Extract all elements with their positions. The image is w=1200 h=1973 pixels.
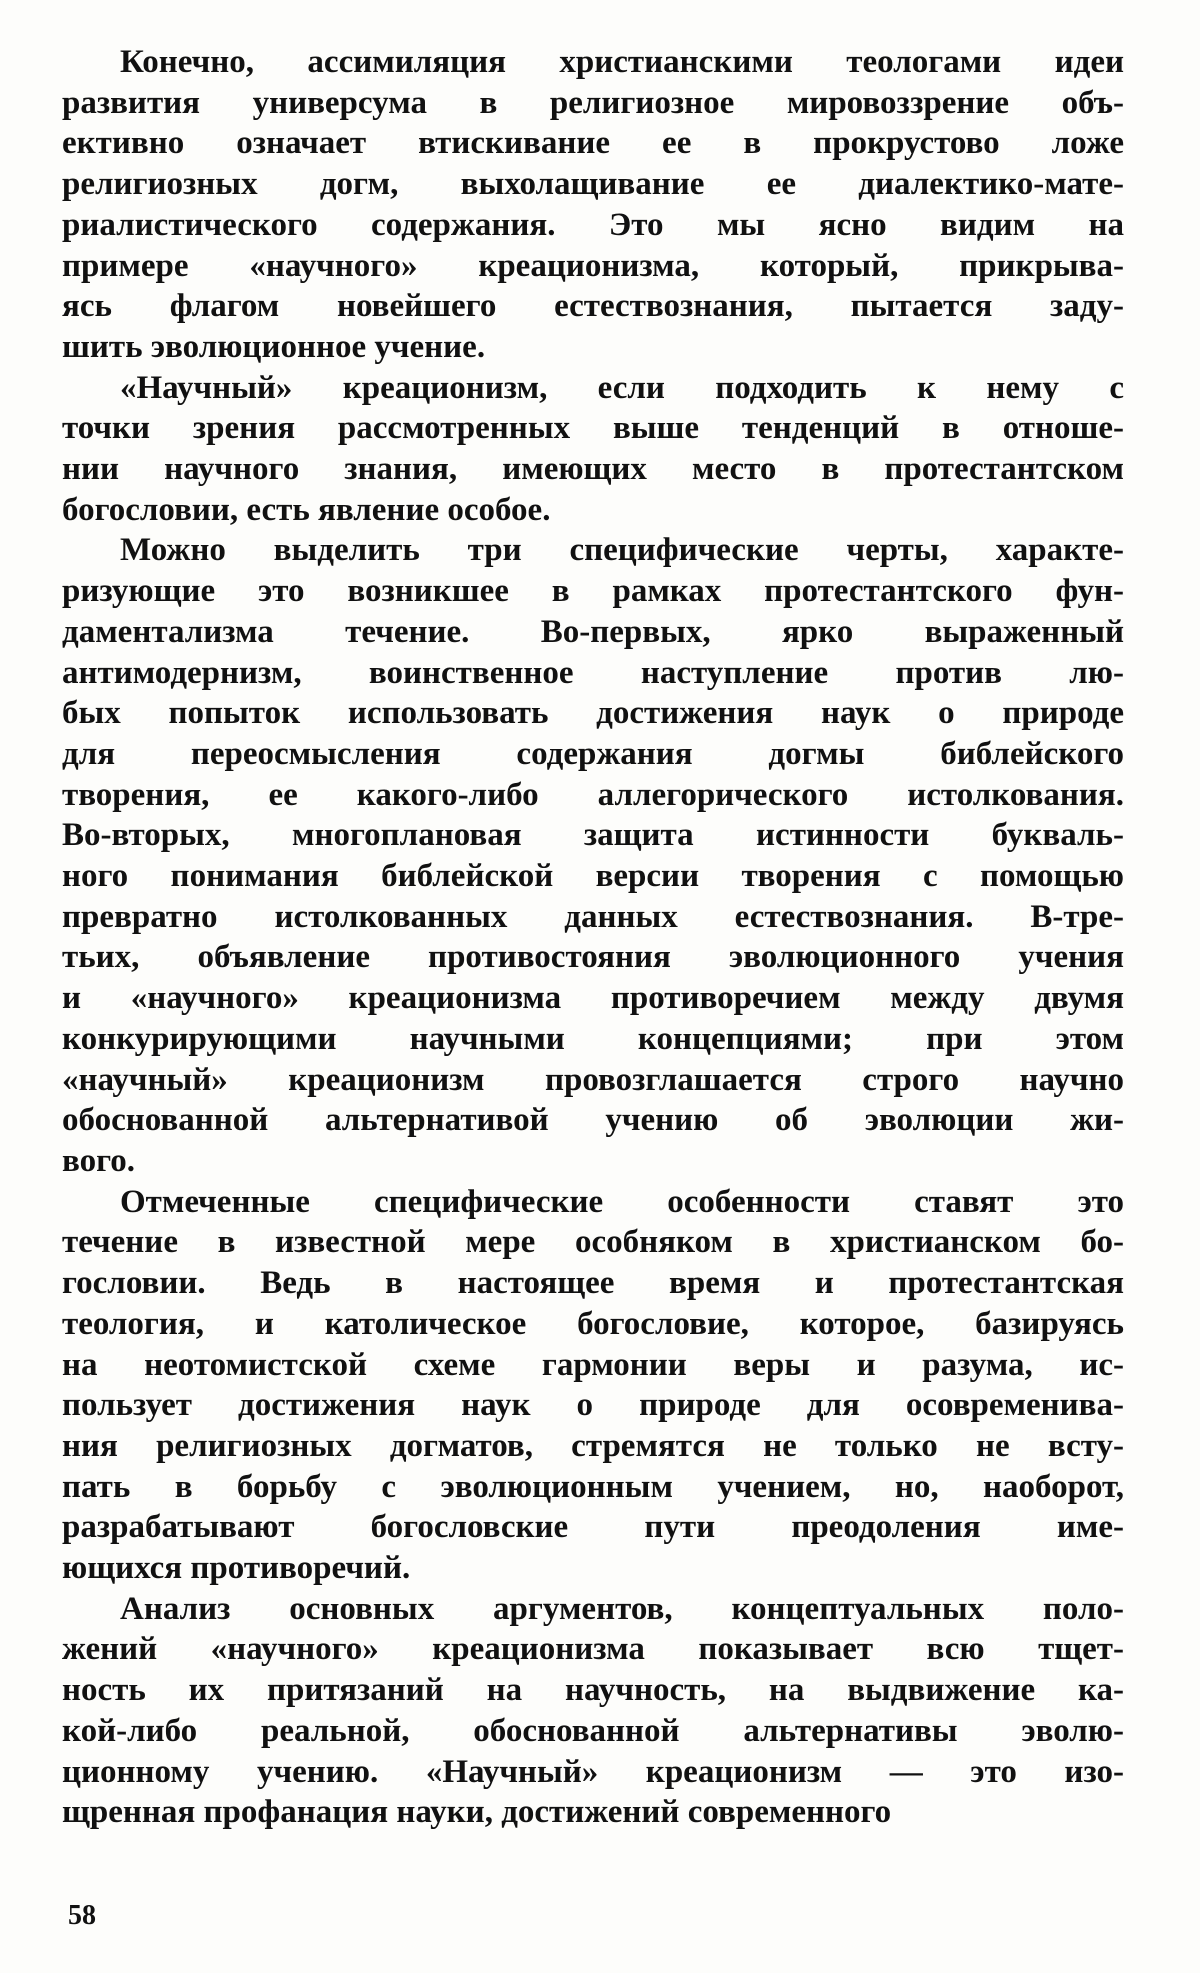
text-line: «Научный» креационизм, если подходить к нему с bbox=[120, 369, 1124, 406]
text-line: ясь флагом новейшего естествознания, пытается заду- bbox=[62, 288, 1124, 325]
paragraph bbox=[62, 1589, 1124, 1833]
text-line: шить эволюционное учение. bbox=[62, 328, 486, 365]
text-line: примере «научного» креационизма, который, прикрыва- bbox=[62, 247, 1124, 284]
paragraph bbox=[62, 1182, 1124, 1589]
text-line: пать в борьбу с эволюционным учением, но, наоборот, bbox=[62, 1468, 1124, 1505]
text-line: антимодернизм, воинственное наступление против лю- bbox=[62, 654, 1124, 691]
text-line: обоснованной альтернативой учению об эволюции жи- bbox=[62, 1102, 1124, 1139]
text-line: Можно выделить три специфические черты, характе- bbox=[120, 532, 1124, 569]
text-line: точки зрения рассмотренных выше тенденций в отноше- bbox=[62, 410, 1124, 447]
text-line: Анализ основных аргументов, концептуальных поло- bbox=[120, 1590, 1124, 1627]
text-line: ционному учению. «Научный» креационизм — это изо- bbox=[62, 1753, 1124, 1790]
paragraph bbox=[62, 42, 1124, 368]
text-line: пользует достижения наук о природе для осовременива- bbox=[62, 1387, 1124, 1424]
text-line: вого. bbox=[62, 1142, 136, 1179]
text-line: и «научного» креационизма противоречием между двумя bbox=[62, 980, 1124, 1017]
paragraph bbox=[62, 368, 1124, 531]
text-line: творения, ее какого-либо аллегорического истолкования. bbox=[62, 776, 1124, 813]
text-line: ющихся противоречий. bbox=[62, 1550, 411, 1587]
text-line: тьих, объявление противостояния эволюционного учения bbox=[62, 939, 1124, 976]
text-line: гословии. Ведь в настоящее время и протестантская bbox=[62, 1265, 1124, 1302]
text-line: Во-вторых, многоплановая защита истинности букваль- bbox=[62, 817, 1124, 854]
text-line: на неотомистской схеме гармонии веры и разума, ис- bbox=[62, 1346, 1124, 1383]
text-line: Конечно, ассимиляция христианскими теологами идеи bbox=[120, 44, 1124, 80]
text-line: разрабатывают богословские пути преодоления име- bbox=[62, 1509, 1124, 1546]
page-number: 58 bbox=[68, 1900, 96, 1931]
text-line: бых попыток использовать достижения наук о природе bbox=[62, 695, 1124, 732]
text-line: жений «научного» креационизма показывает всю тщет- bbox=[62, 1631, 1124, 1668]
text-line: ного понимания библейской версии творения с помощью bbox=[62, 858, 1124, 895]
text-line: ризующие это возникшее в рамках протестантского фун- bbox=[62, 573, 1124, 610]
text-line: для переосмысления содержания догмы библейского bbox=[62, 735, 1124, 772]
text-line: конкурирующими научными концепциями; при этом bbox=[62, 1020, 1124, 1057]
text-line: даментализма течение. Во-первых, ярко выраженный bbox=[62, 613, 1124, 650]
text-line: религиозных догм, выхолащивание ее диалектико-мате- bbox=[62, 166, 1124, 203]
text-line: развития универсума в религиозное мировоззрение объ- bbox=[62, 84, 1124, 121]
text-line: Отмеченные специфические особенности ставят это bbox=[120, 1183, 1124, 1220]
text-line: кой-либо реальной, обоснованной альтернативы эволю- bbox=[62, 1712, 1124, 1749]
text-line: нии научного знания, имеющих место в протестантском bbox=[62, 451, 1124, 488]
text-line: богословии, есть явление особое. bbox=[62, 491, 551, 528]
text-line: ность их притязаний на научность, на выдвижение ка- bbox=[62, 1672, 1124, 1709]
text-line: щренная профанация науки, достижений современного bbox=[62, 1794, 892, 1831]
text-line: течение в известной мере особняком в христианском бо- bbox=[62, 1224, 1124, 1261]
body-text bbox=[62, 42, 1124, 1833]
paragraph bbox=[62, 530, 1124, 1181]
text-line: ния религиозных догматов, стремятся не только не всту- bbox=[62, 1427, 1124, 1464]
text-line: теология, и католическое богословие, которое, базируясь bbox=[62, 1305, 1124, 1342]
text-line: превратно истолкованных данных естествознания. В-тре- bbox=[62, 898, 1124, 935]
text-line: ективно означает втискивание ее в прокрустово ложе bbox=[62, 125, 1124, 162]
text-line: «научный» креационизм провозглашается строго научно bbox=[62, 1061, 1124, 1098]
text-line: риалистического содержания. Это мы ясно видим на bbox=[62, 206, 1124, 243]
